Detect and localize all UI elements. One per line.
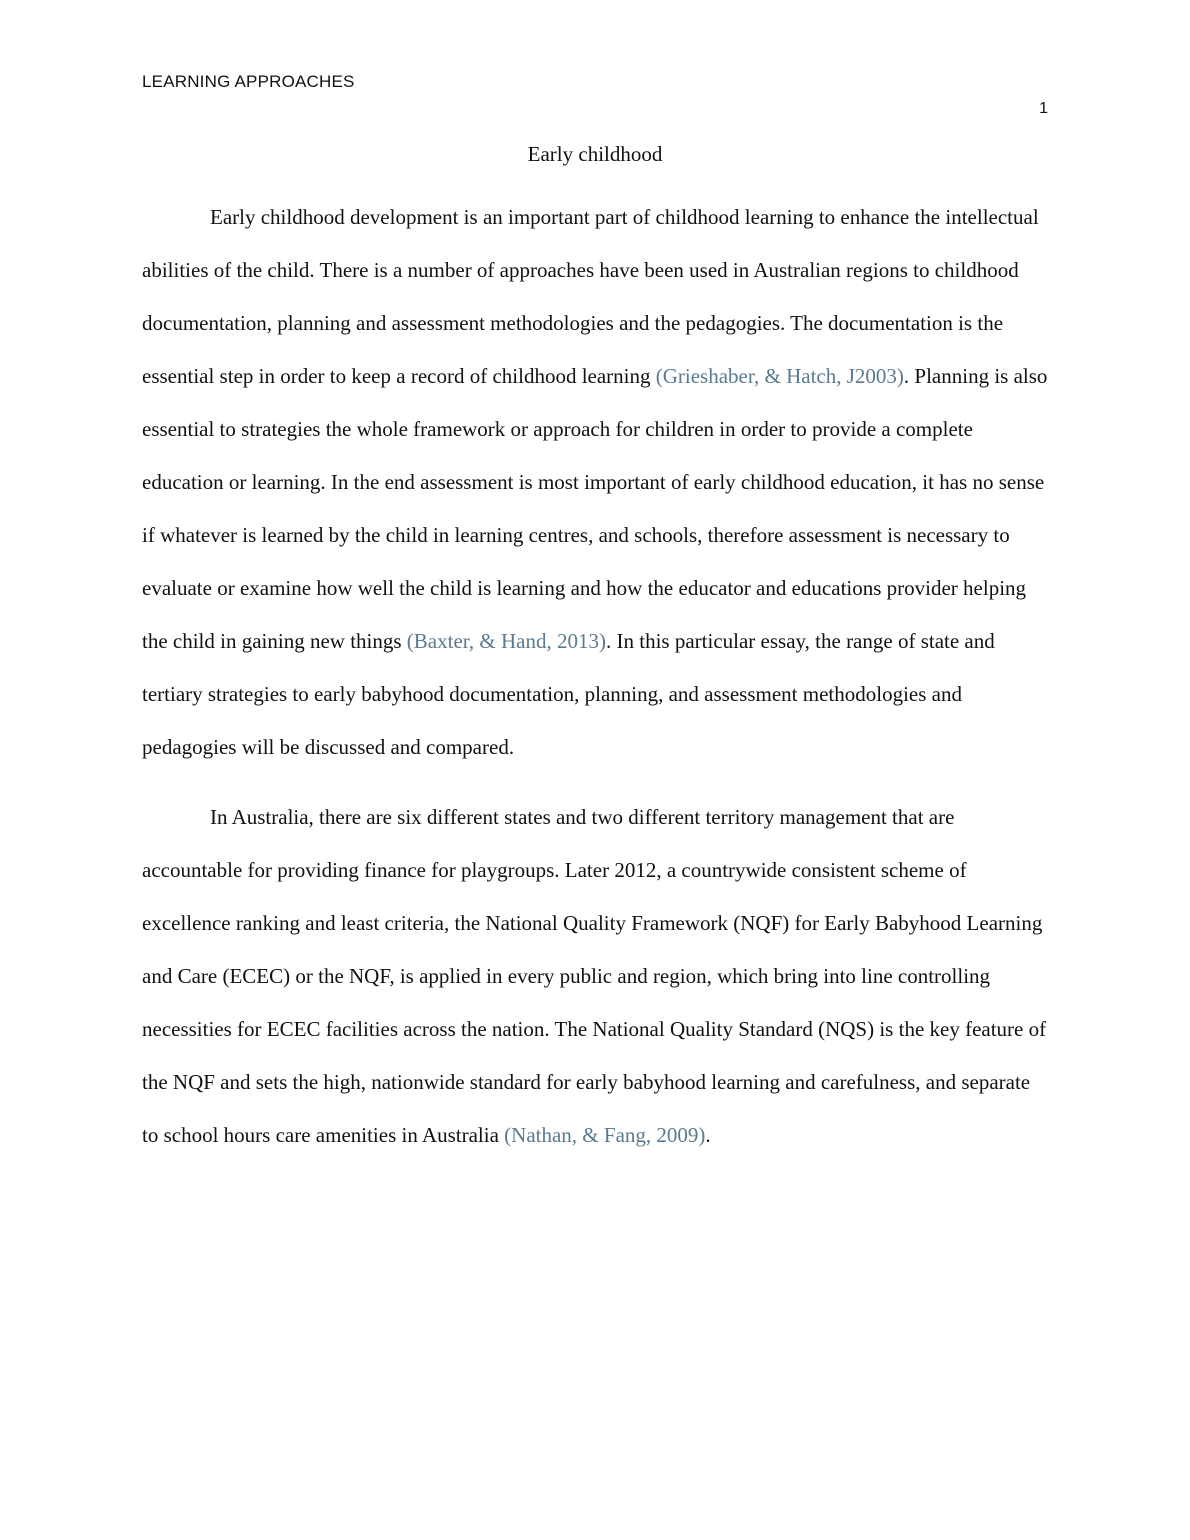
citation: (Nathan, & Fang, 2009) <box>504 1123 706 1147</box>
paragraph <box>142 191 1048 774</box>
citation: (Grieshaber, & Hatch, J2003) <box>655 364 904 388</box>
body-text: Early childhood development is an important part of childhood learning to enhance the intellectual abilities of the child. There is a number of approaches have been used in Australian regions to childhood documentation, planning and assessment methodologies and the pedagogies. The documentation is the essential step in order to keep a record of childhood learning <box>142 205 1039 388</box>
document-title: Early childhood <box>527 142 663 166</box>
citation: (Baxter, & Hand, 2013) <box>406 629 606 653</box>
body-text: . In this particular essay, the range of state and tertiary strategies to early babyhood documentation, planning, and assessment methodologies and pedagogies will be discussed and compared. <box>142 629 995 759</box>
running-head: LEARNING APPROACHES <box>142 72 355 91</box>
body-text: . <box>705 1123 711 1147</box>
paragraph <box>142 791 1048 1162</box>
page-number: 1 <box>1039 100 1048 117</box>
body-text: In Australia, there are six different states and two different territory management that are accountable for providing finance for playgroups. Later 2012, a countrywide consistent scheme of excellence ranking and least criteria, the National Quality Framework (NQF) for Early Babyhood Learning and Care (ECEC) or the NQF, is applied in every public and region, which bring into line controlling necessities for ECEC facilities across the nation. The National Quality Standard (NQS) is the key feature of the NQF and sets the high, nationwide standard for early babyhood learning and carefulness, and separate to school hours care amenities in Australia <box>142 805 1047 1147</box>
document-header <box>142 72 1048 118</box>
body-text: . Planning is also essential to strategies the whole framework or approach for children in order to provide a complete education or learning. In the end assessment is most important of early childhood education, it has no sense if whatever is learned by the child in learning centres, and schools, therefore assessment is necessary to evaluate or examine how well the child is learning and how the educator and educations provider helping the child in gaining new things <box>142 364 1048 653</box>
document-body <box>142 191 1048 1162</box>
